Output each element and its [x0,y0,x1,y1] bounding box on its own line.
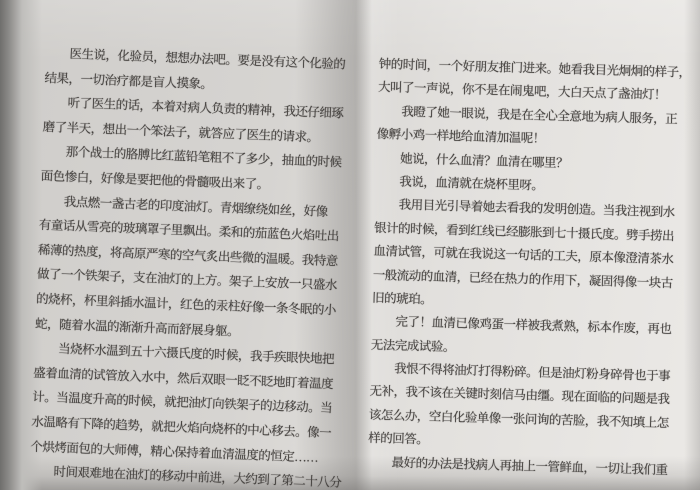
text-line: 稀薄的热度，将高原严寒的空气炙出些微的温暖。我特意 [37,242,339,269]
text-line: 做了一个铁架子，支在油灯的上方。架子上安放一只盛水 [36,267,338,293]
text-line: 无补，我不该在关键时刻信马由缰。现在面临的问题是我 [369,384,670,407]
text-line: 我恨不得将油灯打得粉碎。但是油灯粉身碎骨也于事 [370,360,671,384]
text-line: 磨了半天，想出一个笨法子，就答应了医生的请求。 [42,119,319,145]
text-line: 时间艰难地在油灯的移动中前进，大约到了第二十八分 [29,463,342,490]
text-line: 盛着血清的试管放入水中，然后双眼一眨不眨地盯着温度 [32,365,334,391]
text-line: 她说，什么血清？血清在哪里？ [375,150,569,170]
text-line: 该怎么办，空白化验单像一张问询的苦脸，我不知填上怎 [368,407,669,431]
text-line: 面色惨白，好像是要把他的骨髓吸出来了。 [40,168,269,192]
text-line: 计。当温度升高的时候，就把油灯向铁架子的边移动。当 [32,390,333,416]
text-line: 像孵小鸡一样地给血清加温呢！ [376,127,545,146]
text-line: 血清试管，可就在我说这一句话的工夫，原本像澄清茶水 [373,244,674,267]
text-line: 我点燃一盏古老的印度油灯。青烟缭绕如丝，好像 [39,193,328,219]
text-line: 那个战士的胳膊比红蓝铅笔粗不了多少，抽血的时候 [41,144,342,170]
text-line: 个烘烤面包的大师傅，精心保持着血清温度的恒定…… [30,439,319,465]
text-line: 听了医生的话，本着对病人负责的精神，我还仔细琢 [43,95,344,121]
text-line: 最好的办法是找病人再抽上一管鲜血，一切让我们重 [367,454,668,477]
text-line: 大叫了一声说，你不是在闹鬼吧，大白天点了盏油灯！ [377,80,667,103]
text-line: 银计的时候，看到红线已经膨胀到七十摄氏度。劈手捞出 [373,220,675,244]
text-line: 医生说，化验员，想想办法吧。要是没有这个化验的 [45,45,346,72]
text-line: 当烧杯水温到五十六摄氏度的时候，我手疾眼快地把 [33,340,335,367]
book-page-left [29,41,346,490]
text-line: 我说，血清就在烧杯里呀。 [375,173,544,193]
text-line: 有童话从雪亮的玻璃罩子里飘出。柔和的茄蓝色火焰吐出 [38,218,339,244]
text-line: 样的回答。 [368,431,429,447]
text-line: 蛇，随着水温的渐渐升高而舒展身躯。 [34,316,240,339]
book-page-right [367,53,697,483]
text-line: 结果，一切治疗都是盲人摸象。 [44,70,213,92]
text-line: 水温略有下降的趋势，就把火焰向烧杯的中心移去。像一 [31,414,332,441]
text-line: 一般流动的血清，已经在热力的作用下，凝固得像一块古 [372,267,673,290]
text-line: 旧的琥珀。 [371,290,433,307]
text-line: 的烧杯，杯里斜插水温计，红色的汞柱好像一条冬眠的小 [35,291,337,318]
text-line: 完了！血清已像鸡蛋一样被我煮熟，标本作废，再也 [371,314,672,337]
text-line: 我瞪了她一眼说，我是在全心全意地为病人服务，正 [377,103,678,127]
text-line: 我用目光引导着她去看我的发明创造。当我注视到水 [374,197,675,220]
text-line: 钟的时间，一个好朋友推门进来。她看我目光炯炯的样子， [378,56,691,80]
text-line: 无法完成试验。 [370,337,456,354]
